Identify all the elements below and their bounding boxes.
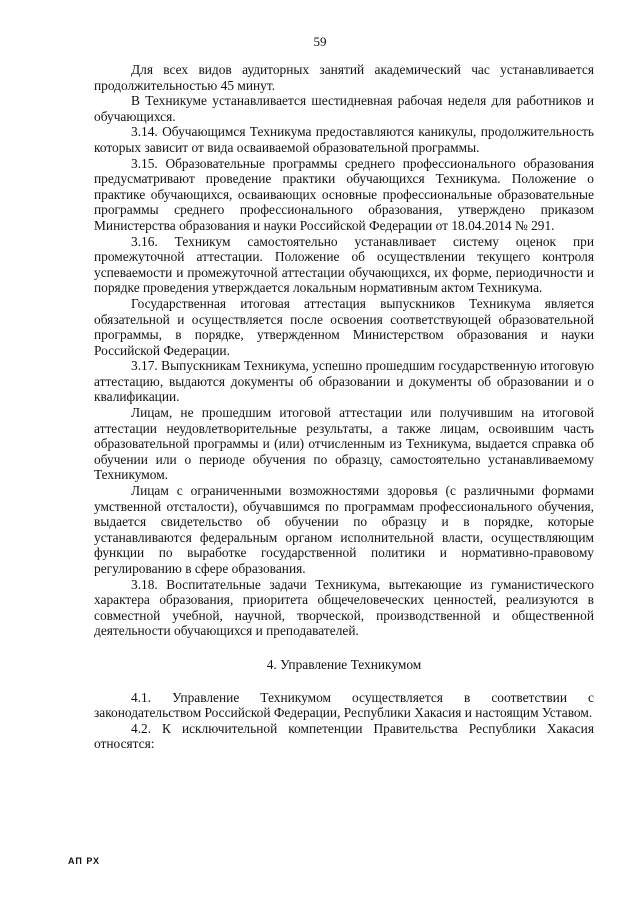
footer-stamp: АП РХ bbox=[68, 856, 101, 866]
paragraph-3-16: 3.16. Техникум самостоятельно устанавливает систему оценок при промежуточной аттестации. Положение об осуществлении текущего контроля успеваемости и промежуточной аттестации обучающихся, их форме, периодичности и порядке проведения утверждается локальным нормативным актом Техникума. bbox=[94, 233, 594, 296]
paragraph-certificate: Лицам, не прошедшим итоговой аттестации или получившим на итоговой аттестации неудовлетворительные результаты, а также лицам, освоившим часть образовательной программы и (или) отчисленным из Техникума, выдается справка об обучении или о периоде обучения по образцу, самостоятельно устанавливаемому Техникумом. bbox=[94, 405, 594, 483]
paragraph-3-14: 3.14. Обучающимся Техникума предоставляются каникулы, продолжительность которых зависит от вида осваиваемой образовательной программы. bbox=[94, 124, 594, 155]
paragraph-hour-duration: Для всех видов аудиторных занятий академический час устанавливается продолжительностью 45 минут. bbox=[94, 62, 594, 93]
section-heading: 4. Управление Техникумом bbox=[266, 656, 422, 672]
paragraph-work-week: В Техникуме устанавливается шестидневная рабочая неделя для работников и обучающихся. bbox=[94, 93, 594, 124]
document-body bbox=[94, 62, 594, 752]
page-number: 59 bbox=[313, 34, 327, 49]
paragraph-3-18: 3.18. Воспитательные задачи Техникума, вытекающие из гуманистического характера образования, приоритета общечеловеческих ценностей, реализуются в совместной учебной, научной, творческой, производственной и общественной деятельности обучающихся и преподавателей. bbox=[94, 576, 594, 639]
paragraph-4-2: 4.2. К исключительной компетенции Правительства Республики Хакасия относятся: bbox=[94, 720, 594, 752]
paragraph-3-17: 3.17. Выпускникам Техникума, успешно прошедшим государственную итоговую аттестацию, выдаются документы об образовании и документы об образовании и о квалификации. bbox=[94, 358, 594, 405]
paragraph-final-attestation: Государственная итоговая аттестация выпускников Техникума является обязательной и осуществляется после освоения соответствующей образовательной программы, в порядке, утвержденном Министерством образования и науки Российской Федерации. bbox=[94, 295, 594, 358]
paragraph-disabilities: Лицам с ограниченными возможностями здоровья (с различными формами умственной отсталости), обучавшимся по программам профессионального обучения, выдается свидетельство об обучении по образцу и в порядке, которые устанавливаются федеральным органом исполнительной власти, осуществляющим функции по выработке государственной политики и нормативно-правовому регулированию в сфере образования. bbox=[94, 483, 594, 576]
paragraph-3-15: 3.15. Образовательные программы среднего профессионального образования предусматривают проведение практики обучающихся Техникума. Положение о практике обучающихся, осваивающих основные профессиональные образовательные программы среднего профессионального образования, утверждено приказом Министерства образования и науки Российской Федерации от 18.04.2014 № 291. bbox=[94, 155, 594, 233]
paragraph-4-1: 4.1. Управление Техникумом осуществляется в соответствии с законодательством Российской Федерации, Республики Хакасия и настоящим Уставом. bbox=[94, 689, 594, 721]
